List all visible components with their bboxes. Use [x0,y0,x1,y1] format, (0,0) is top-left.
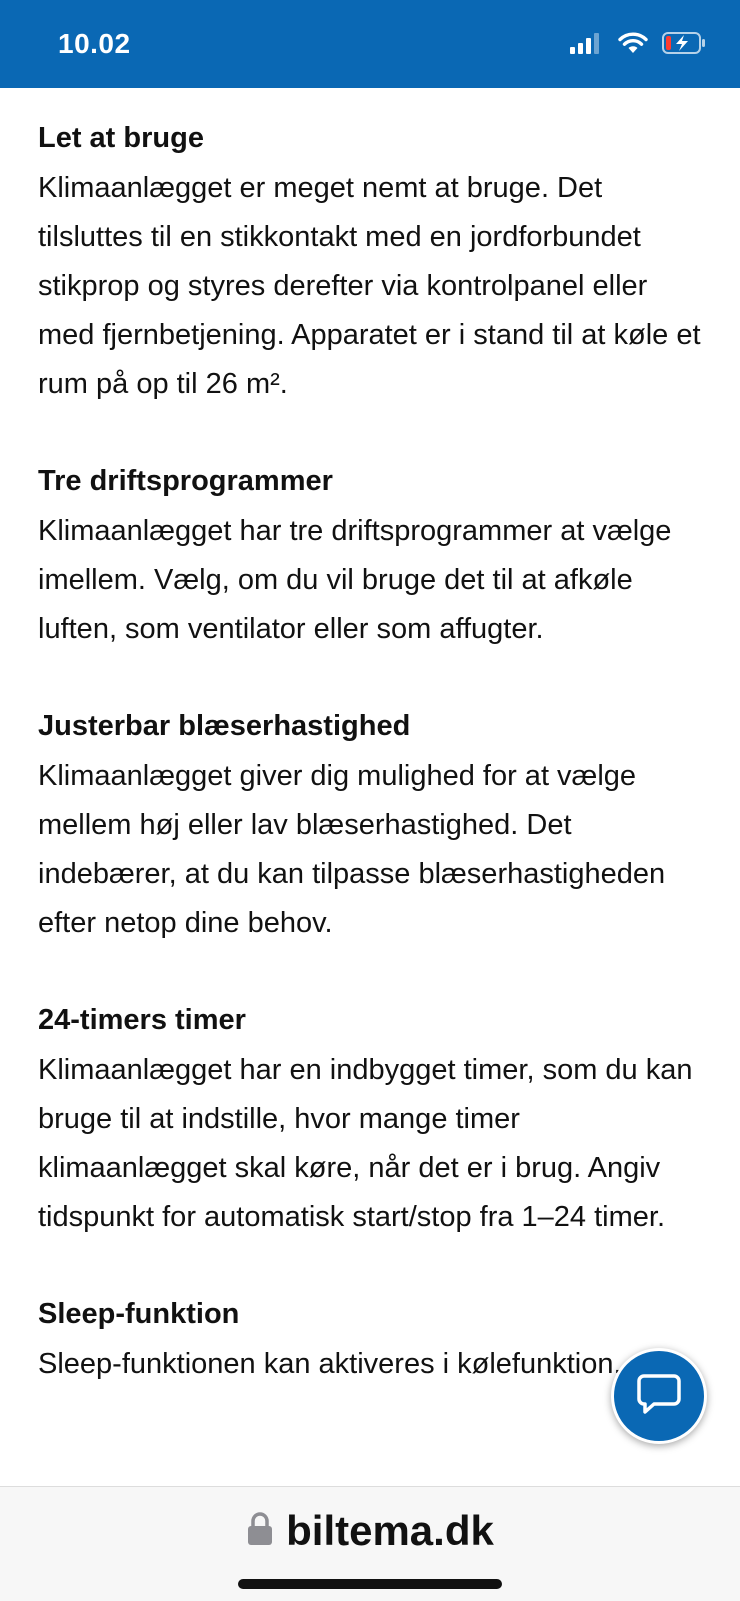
chat-bubble-icon [636,1372,682,1421]
browser-address-bar [0,1486,740,1601]
url-text: biltema.dk [286,1507,494,1554]
section-body: Klimaanlægget har tre driftsprogrammer at vælge imellem. Vælg, om du vil bruge det til at afkøle luften, som ventilator eller som affugter. [38,515,672,645]
section-title: Justerbar blæserhastighed [38,710,411,742]
section-body: Klimaanlægget har en indbygget timer, som du kan bruge til at indstille, hvor mange timer klimaanlægget skal køre, når det er i brug. Angiv tidspunkt for automatisk start/stop fra 1–24 timer. [38,1054,693,1233]
wifi-icon [618,32,648,59]
section-title: Let at bruge [38,122,204,154]
battery-charging-icon [662,32,706,59]
section-24-timers-timer [38,994,708,1242]
section-tre-driftsprogrammer [38,455,708,654]
status-bar [0,0,740,88]
url-display[interactable] [0,1507,740,1555]
section-let-at-bruge [38,112,708,409]
section-body: Sleep-funktionen kan aktiveres i kølefunktion. [38,1348,622,1380]
chat-button[interactable] [611,1348,707,1444]
section-title: 24-timers timer [38,1004,246,1036]
status-time: 10.02 [58,28,131,59]
lock-icon [246,1511,274,1552]
product-description [38,112,708,1435]
section-justerbar-blaeserhastighed [38,700,708,948]
signal-icon [570,32,604,59]
home-indicator[interactable] [238,1579,502,1589]
status-icons [570,32,706,59]
section-sleep-funktion [38,1288,708,1389]
section-title: Tre driftsprogrammer [38,465,333,497]
section-title: Sleep-funktion [38,1298,240,1330]
section-body: Klimaanlægget giver dig mulighed for at vælge mellem høj eller lav blæserhastighed. Det indebærer, at du kan tilpasse blæserhastigheden efter netop dine behov. [38,760,666,939]
section-body: Klimaanlægget er meget nemt at bruge. Det tilsluttes til en stikkontakt med en jordforbundet stikprop og styres derefter via kontrolpanel eller med fjernbetjening. Apparatet er i stand til at køle et rum på op til 26 m². [38,172,701,400]
